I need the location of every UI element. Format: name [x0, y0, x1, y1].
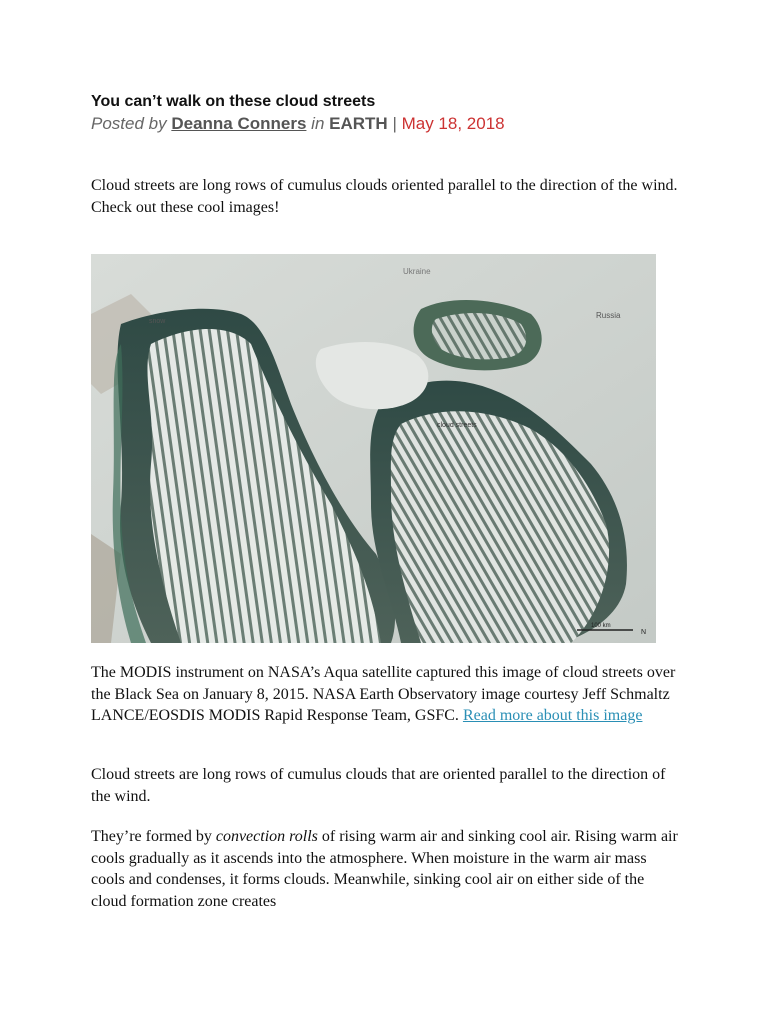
convection-rolls-term: convection rolls	[215, 828, 318, 845]
paragraph-3-after: of rising warm air and sinking cool air. Rising warm air cools gradually as it ascends into the atmosphere. When moisture in the warm air mass cools and condenses, it forms clouds. Meanwhile, sinking cool air on either side of the cloud formation zone creates	[91, 828, 678, 910]
paragraph-2: Cloud streets are long rows of cumulus clouds that are oriented parallel to the direction of the wind.	[91, 766, 666, 805]
label-ukraine: Ukraine	[403, 267, 431, 276]
satellite-image	[91, 254, 656, 643]
label-cloud-streets: cloud streets	[437, 422, 477, 429]
author-link[interactable]: Deanna Conners	[171, 114, 307, 133]
byline-separator: |	[392, 114, 397, 133]
paragraph-3-before: They’re formed by	[91, 828, 216, 845]
byline-in: in	[311, 114, 325, 133]
category-link[interactable]: EARTH	[329, 114, 388, 133]
paragraph-3	[91, 826, 681, 912]
north-arrow-icon: N	[641, 629, 647, 636]
label-russia: Russia	[596, 311, 621, 320]
byline	[91, 114, 505, 134]
intro-paragraph: Cloud streets are long rows of cumulus clouds oriented parallel to the direction of the wind. Check out these cool images!	[91, 177, 678, 216]
image-caption	[91, 662, 681, 727]
read-more-link[interactable]: Read more about this image	[462, 707, 643, 724]
label-snow: snow	[149, 318, 166, 325]
byline-posted-by: Posted by	[91, 114, 167, 133]
scale-label: 100 km	[591, 623, 611, 629]
satellite-image-svg	[91, 254, 656, 643]
publish-date: May 18, 2018	[401, 114, 505, 133]
caption-text: The MODIS instrument on NASA’s Aqua satellite captured this image of cloud streets over the Black Sea on January 8, 2015. NASA Earth Observatory image courtesy Jeff Schmaltz LANCE/EOSDIS MODIS Rapid Response Team, GSFC.	[91, 664, 676, 724]
article-title: You can’t walk on these cloud streets	[91, 93, 376, 110]
